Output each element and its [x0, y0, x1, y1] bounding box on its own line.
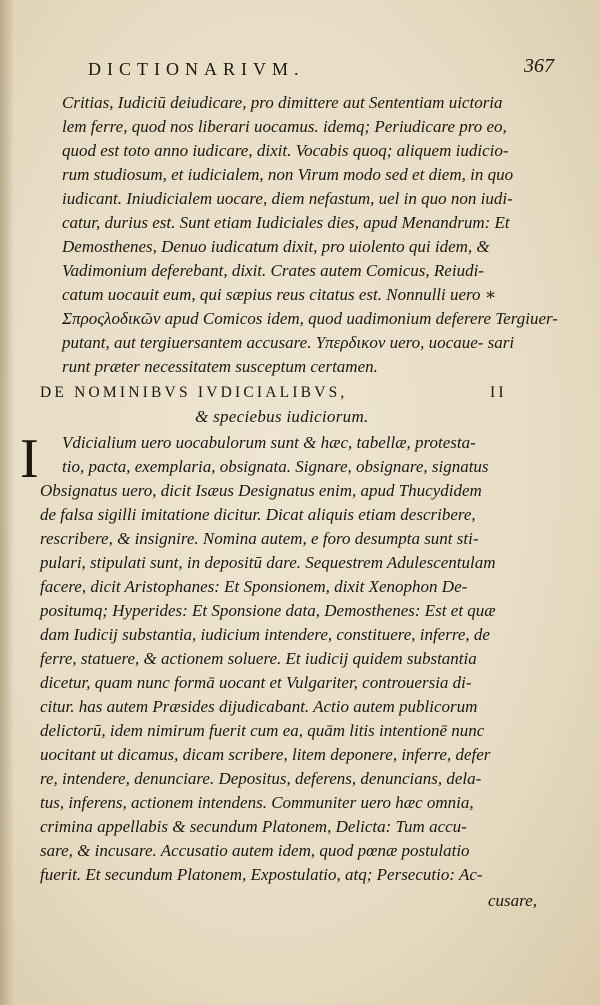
text-line: crimina appellabis & secundum Platonem, Delicta: Tum accu- — [40, 817, 467, 836]
text-line: fuerit. Et secundum Platonem, Expostulatio, atq; Persecutio: Ac- — [40, 865, 483, 884]
text-line: re, intendere, denunciare. Depositus, deferens, denuncians, dela- — [40, 769, 482, 788]
text-line: catur, durius est. Sunt etiam Iudiciales dies, apud Menandrum: Et — [62, 213, 510, 232]
text-line: Critias, Iudiciū deiudicare, pro dimittere aut Sententiam uictoria — [62, 93, 503, 112]
text-line: lem ferre, quod nos liberari uocamus. idemq; Periudicare pro eo, — [62, 117, 507, 136]
text-line: tio, pacta, exemplaria, obsignata. Signare, obsignare, signatus — [62, 457, 489, 476]
text-line: tus, inferens, actionem intendens. Communiter uero hæc omnia, — [40, 793, 474, 812]
text-line: citur. has autem Præsides dijudicabant. Actio autem publicorum — [40, 697, 478, 716]
text-line: dicetur, quam nunc formā uocant et Vulgariter, controuersia di- — [40, 673, 472, 692]
running-title: DICTIONARIVM. — [88, 59, 305, 79]
text-line: Obsignatus uero, dicit Isæus Designatus enim, apud Thucydidem — [40, 481, 482, 500]
text-line: Vdicialium uero uocabulorum sunt & hæc, tabellæ, protesta- — [62, 433, 476, 452]
text-line: Vadimonium deferebant, dixit. Crates autem Comicus, Reiudi- — [62, 261, 484, 280]
chapter-number: II — [490, 384, 507, 401]
text-line: ferre, statuere, & actionem soluere. Et iudicij quidem substantia — [40, 649, 477, 668]
text-line: Σπροςλοδικῶν apud Comicos idem, quod uadimonium deferere Tergiuer- — [62, 309, 558, 328]
drop-cap-initial: I — [20, 428, 39, 490]
text-line: positumq; Hyperides: Et Sponsione data, Demosthenes: Est et quæ — [40, 601, 496, 620]
text-line: de falsa sigilli imitatione dicitur. Dicat aliquis etiam describere, — [40, 505, 476, 524]
text-line: catum uocauit eum, qui sæpius reus citatus est. Nonnulli uero ∗ — [62, 285, 497, 304]
text-line: dam Iudicij substantia, iudicium intendere, constituere, inferre, de — [40, 625, 490, 644]
text-line: sare, & incusare. Accusatio autem idem, quod pœnæ postulatio — [40, 841, 470, 860]
text-line: putant, aut tergiuersantem accusare. Υπερδικον uero, uocaue- sari — [62, 333, 515, 352]
section-subheading: & speciebus iudiciorum. — [195, 407, 369, 426]
text-line: Demosthenes, Denuo iudicatum dixit, pro uiolento qui idem, & — [62, 237, 490, 256]
section-heading: DE NOMINIBVS IVDICIALIBVS, — [40, 384, 348, 401]
text-line: rescribere, & insignire. Nomina autem, e foro desumpta sunt sti- — [40, 529, 479, 548]
text-line: uocitant ut dicamus, dicam scribere, litem deponere, inferre, defer — [40, 745, 491, 764]
text-line: rum studiosum, et iudicialem, non Virum modo sed et diem, in quo — [62, 165, 514, 184]
text-line: quod est toto anno iudicare, dixit. Vocabis quoq; aliquem iudicio- — [62, 141, 509, 160]
text-line: pulari, stipulati sunt, in depositū dare. Sequestrem Adulescentulam — [40, 553, 496, 572]
page-number: 367 — [524, 55, 554, 77]
catchword: cusare, — [488, 891, 537, 910]
text-line: facere, dicit Aristophanes: Et Sponsionem, dixit Xenophon De- — [40, 577, 468, 596]
text-line: delictorū, idem nimirum fuerit cum ea, quām litis intentionē nunc — [40, 721, 485, 740]
text-line: iudicant. Iniudicialem uocare, diem nefastum, uel in quo non iudi- — [62, 189, 513, 208]
text-line: runt præter necessitatem susceptum certamen. — [62, 357, 378, 376]
